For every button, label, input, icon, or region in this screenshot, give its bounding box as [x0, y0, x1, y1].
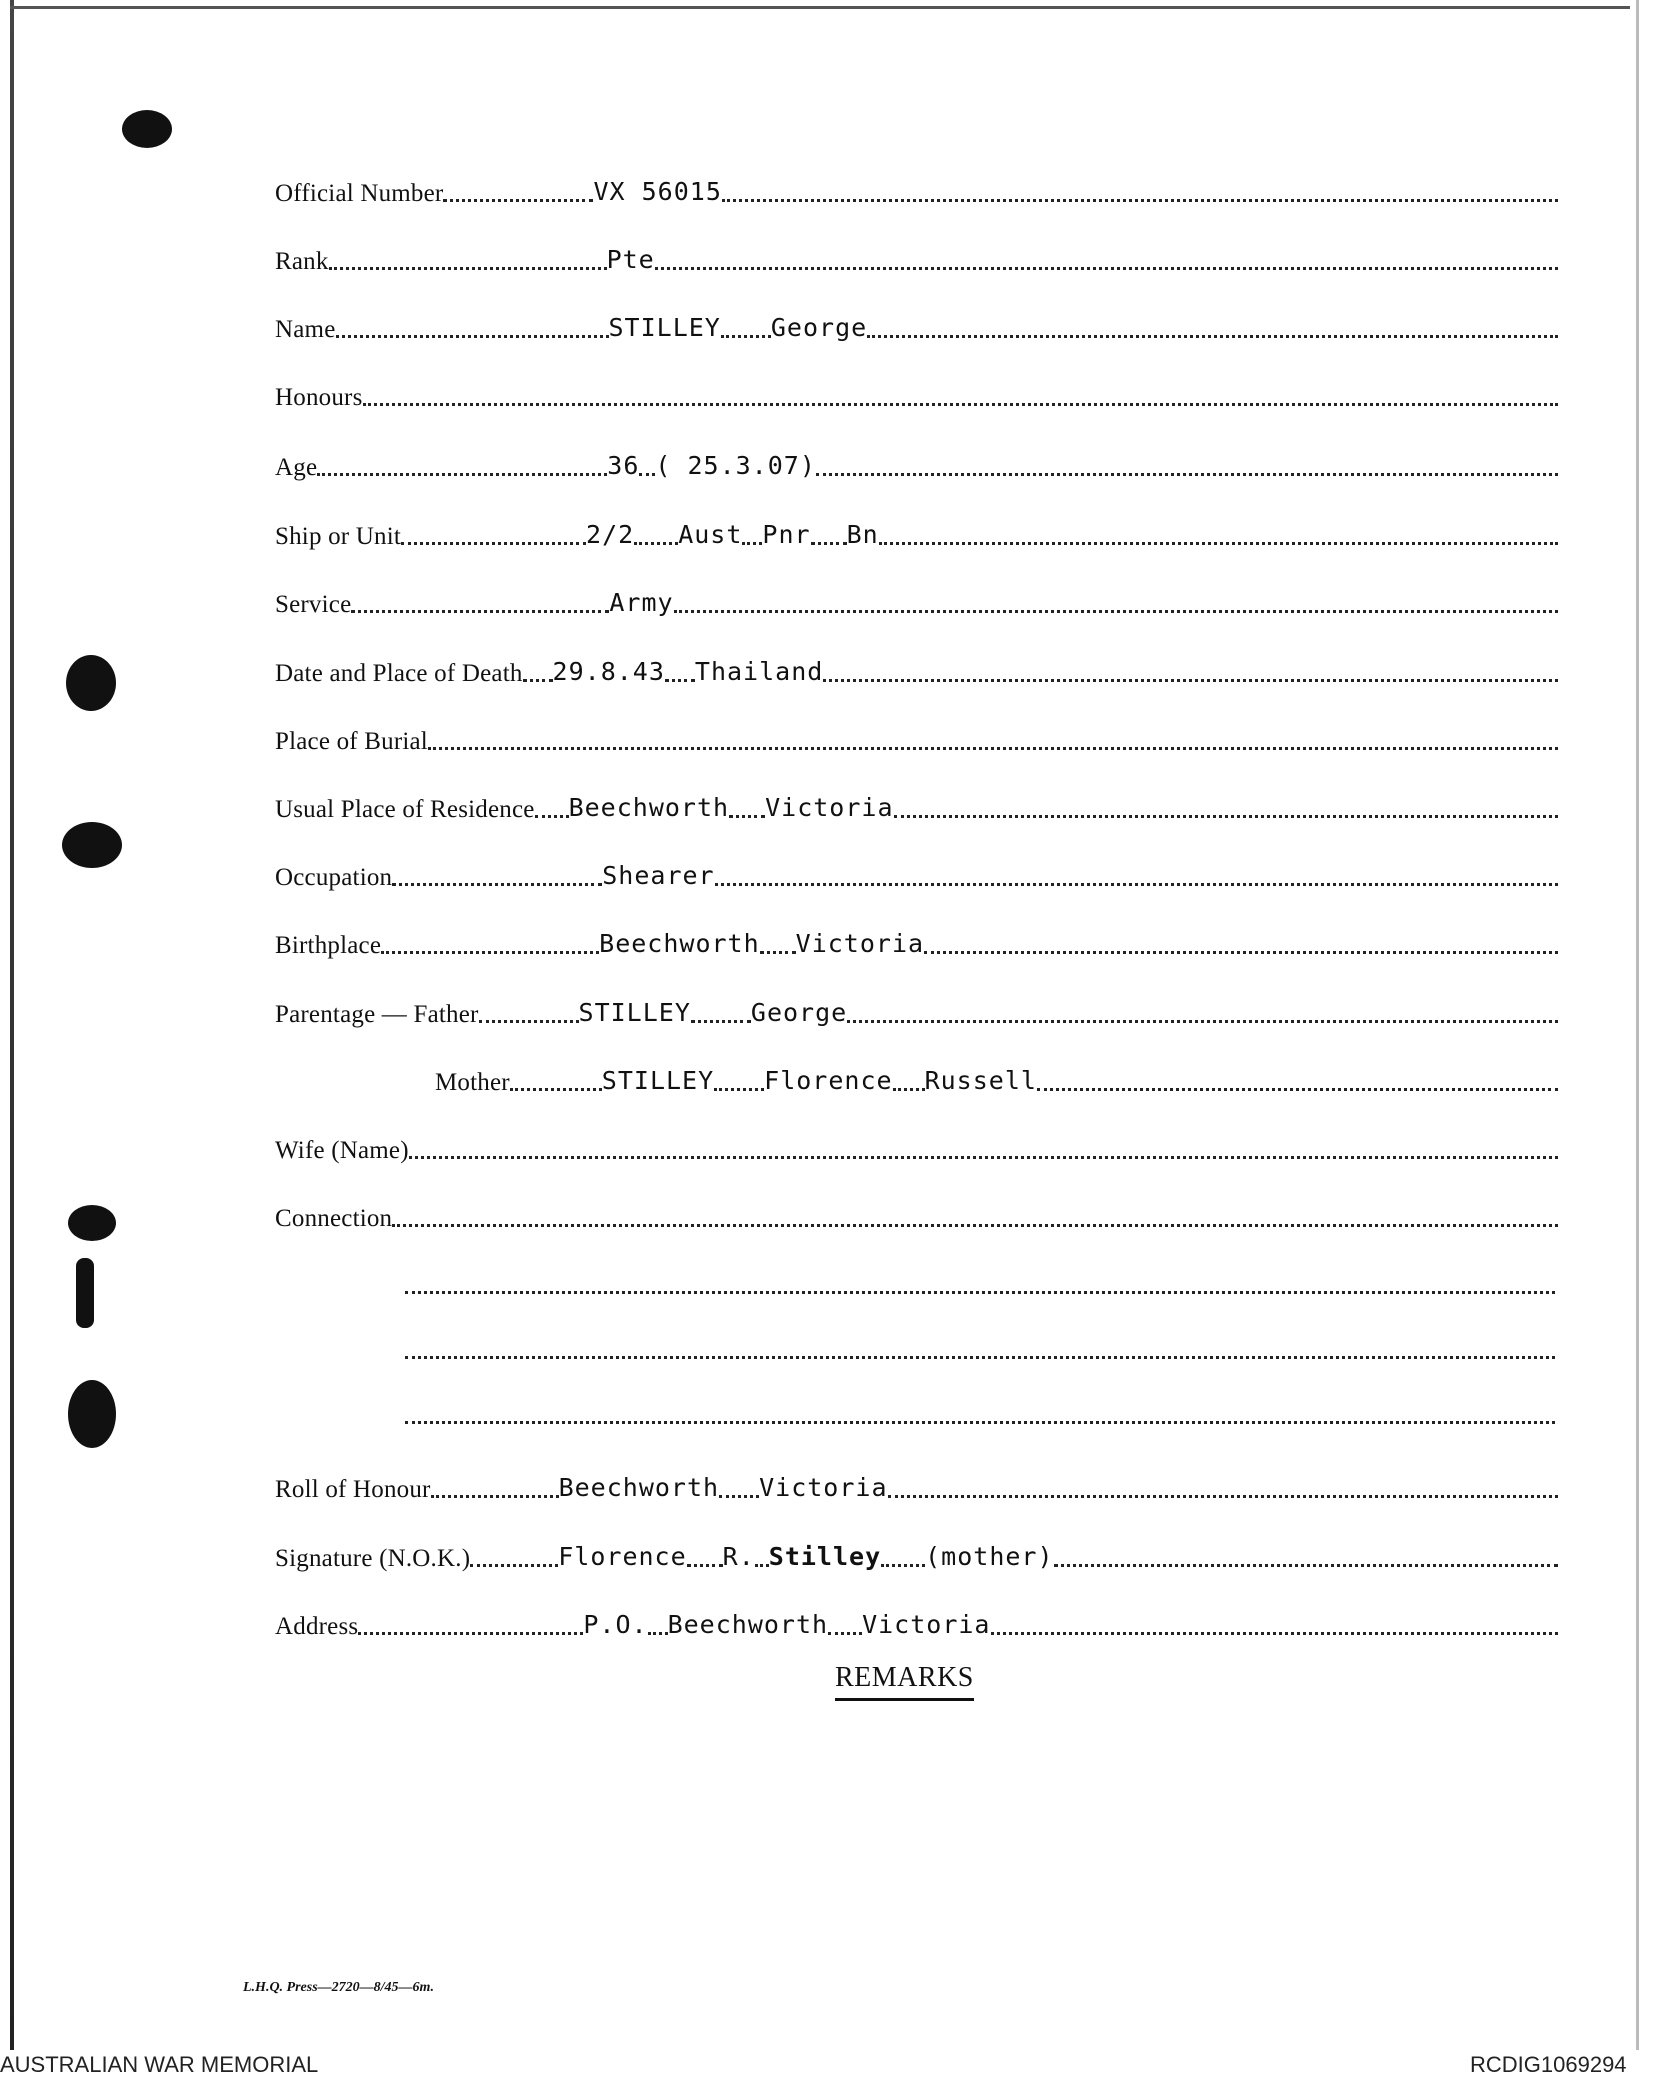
roll-of-honour-row [275, 1466, 1558, 1506]
wife-label: Wife (Name) [275, 1137, 409, 1164]
birthplace-town: Beechworth [599, 929, 760, 958]
footer-record-id: RCDIG1069294 [1470, 2052, 1627, 2077]
wife-row [275, 1127, 1558, 1167]
rank-label: Rank [275, 248, 329, 275]
ship-or-unit-label: Ship or Unit [275, 523, 402, 550]
address-row [275, 1603, 1558, 1643]
punch-hole [122, 110, 172, 148]
page-edge-top [10, 6, 1630, 9]
death-date: 29.8.43 [552, 657, 665, 686]
official-number-label: Official Number [275, 180, 444, 207]
signature-label: Signature (N.O.K.) [275, 1545, 471, 1572]
residence-label: Usual Place of Residence [275, 796, 535, 823]
mother-row [435, 1059, 1558, 1099]
unit-pnr: Pnr [762, 520, 811, 549]
signature-given: Florence [558, 1542, 687, 1571]
father-surname: STILLEY [578, 998, 691, 1027]
birthplace-state: Victoria [795, 929, 925, 958]
father-given: George [750, 998, 848, 1027]
name-surname: STILLEY [608, 313, 721, 342]
residence-town: Beechworth [568, 793, 730, 822]
burial-label: Place of Burial [275, 728, 428, 755]
roll-of-honour-label: Roll of Honour [275, 1476, 431, 1503]
unit-aust: Aust [678, 520, 743, 549]
rank-row [275, 238, 1558, 278]
signature-initial: R. [722, 1542, 755, 1571]
occupation-label: Occupation [275, 864, 393, 891]
death-label: Date and Place of Death [275, 660, 523, 687]
death-row [275, 650, 1558, 690]
birthplace-label: Birthplace [275, 932, 382, 959]
honours-row [275, 374, 1558, 414]
age-dob: ( 25.3.07) [655, 451, 816, 480]
age-row [275, 444, 1558, 484]
roll-of-honour-town: Beechworth [558, 1473, 720, 1502]
death-place: Thailand [694, 657, 824, 686]
occupation-value: Shearer [602, 861, 715, 890]
mother-middle: Russell [924, 1066, 1037, 1095]
print-code: L.H.Q. Press—2720—8/45—6m. [243, 1980, 434, 1995]
service-label: Service [275, 591, 352, 618]
age-label: Age [275, 454, 318, 481]
remarks-heading: REMARKS [835, 1662, 974, 1701]
father-row [275, 991, 1558, 1031]
signature-relation: (mother) [925, 1542, 1054, 1571]
birthplace-row [275, 922, 1558, 962]
page-edge-right [1636, 0, 1639, 2050]
punch-hole [66, 655, 116, 711]
footer-credit: AUSTRALIAN WAR MEMORIAL [0, 2052, 319, 2077]
residence-row [275, 786, 1558, 826]
burial-row [275, 718, 1558, 758]
mother-given: Florence [764, 1066, 893, 1095]
roll-of-honour-state: Victoria [759, 1473, 888, 1502]
service-value: Army [609, 588, 674, 617]
address-label: Address [275, 1613, 359, 1640]
punch-hole [68, 1380, 116, 1448]
address-state: Victoria [862, 1610, 991, 1639]
official-number-row [275, 170, 1558, 210]
ship-or-unit-row [275, 513, 1558, 553]
unit-bn: Bn [846, 520, 879, 549]
punch-hole [76, 1258, 94, 1328]
signature-row [275, 1535, 1558, 1575]
service-row [275, 581, 1558, 621]
connection-row [275, 1195, 1558, 1235]
name-row [275, 306, 1558, 346]
official-number-value: VX 56015 [593, 177, 722, 206]
address-po: P.O. [583, 1610, 648, 1639]
connection-line [405, 1327, 1555, 1367]
page-edge [10, 0, 14, 2050]
honours-label: Honours [275, 384, 363, 411]
unit-number: 2/2 [586, 520, 635, 549]
name-given: George [770, 313, 868, 342]
father-label: Parentage — Father [275, 1001, 479, 1028]
residence-state: Victoria [765, 793, 894, 822]
connection-line [405, 1262, 1555, 1302]
name-label: Name [275, 316, 336, 343]
rank-value: Pte [606, 245, 655, 274]
connection-line [405, 1392, 1555, 1432]
mother-surname: STILLEY [601, 1066, 715, 1095]
punch-hole [68, 1205, 116, 1241]
punch-hole [62, 822, 122, 868]
address-town: Beechworth [667, 1610, 829, 1639]
connection-label: Connection [275, 1205, 393, 1232]
occupation-row [275, 854, 1558, 894]
age-value: 36 [607, 451, 640, 480]
signature-surname: Stilley [768, 1542, 882, 1571]
mother-label: Mother [435, 1069, 510, 1096]
